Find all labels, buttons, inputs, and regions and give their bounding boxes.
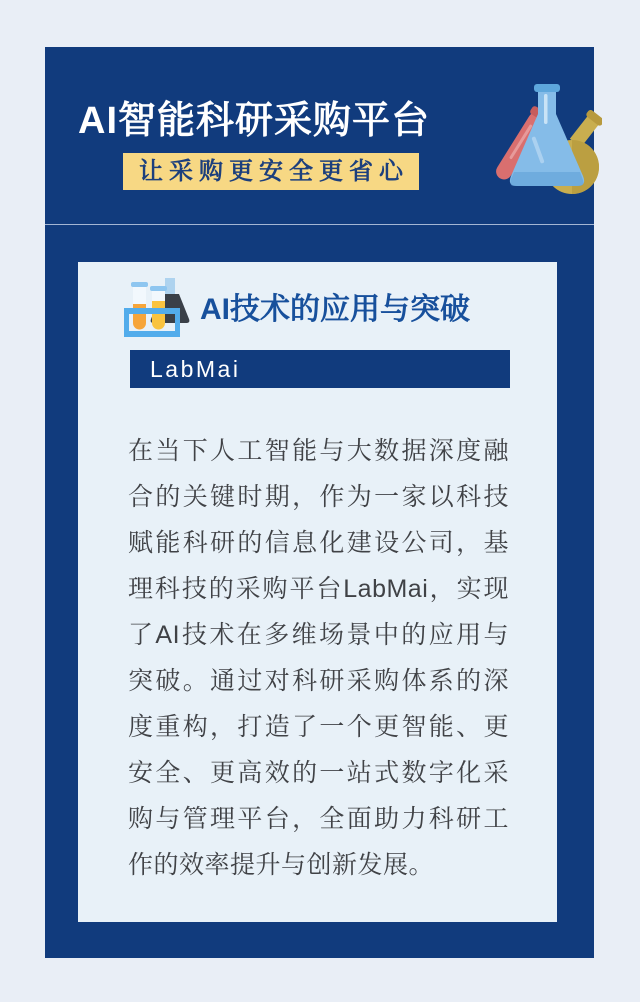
card-title: AI技术的应用与突破: [200, 293, 470, 326]
test-tubes-icon: [131, 282, 167, 330]
tagline-badge: 让采购更安全更省心: [123, 153, 419, 190]
header-divider: [45, 224, 594, 225]
main-panel: [45, 47, 594, 958]
info-card: [78, 262, 557, 922]
brand-badge: [130, 350, 510, 388]
lab-flasks-illustration: [492, 80, 602, 202]
test-tube-rack-icon: [122, 277, 194, 343]
page-title: AI智能科研采购平台: [78, 100, 431, 142]
brand-badge-label: LabMai: [150, 355, 241, 382]
body-paragraph: 在当下人工智能与大数据深度融合的关键时期，作为一家以科技赋能科研的信息化建设公司，基理科技的采购平台LabMai，实现了AI技术在多维场景中的应用与突破。通过对科研采购体系的深度重构，打造了一个更智能、更安全、更高效的一站式数字化采购与管理平台，全面助力科研工作的效率提升与创新发展。: [128, 437, 509, 879]
